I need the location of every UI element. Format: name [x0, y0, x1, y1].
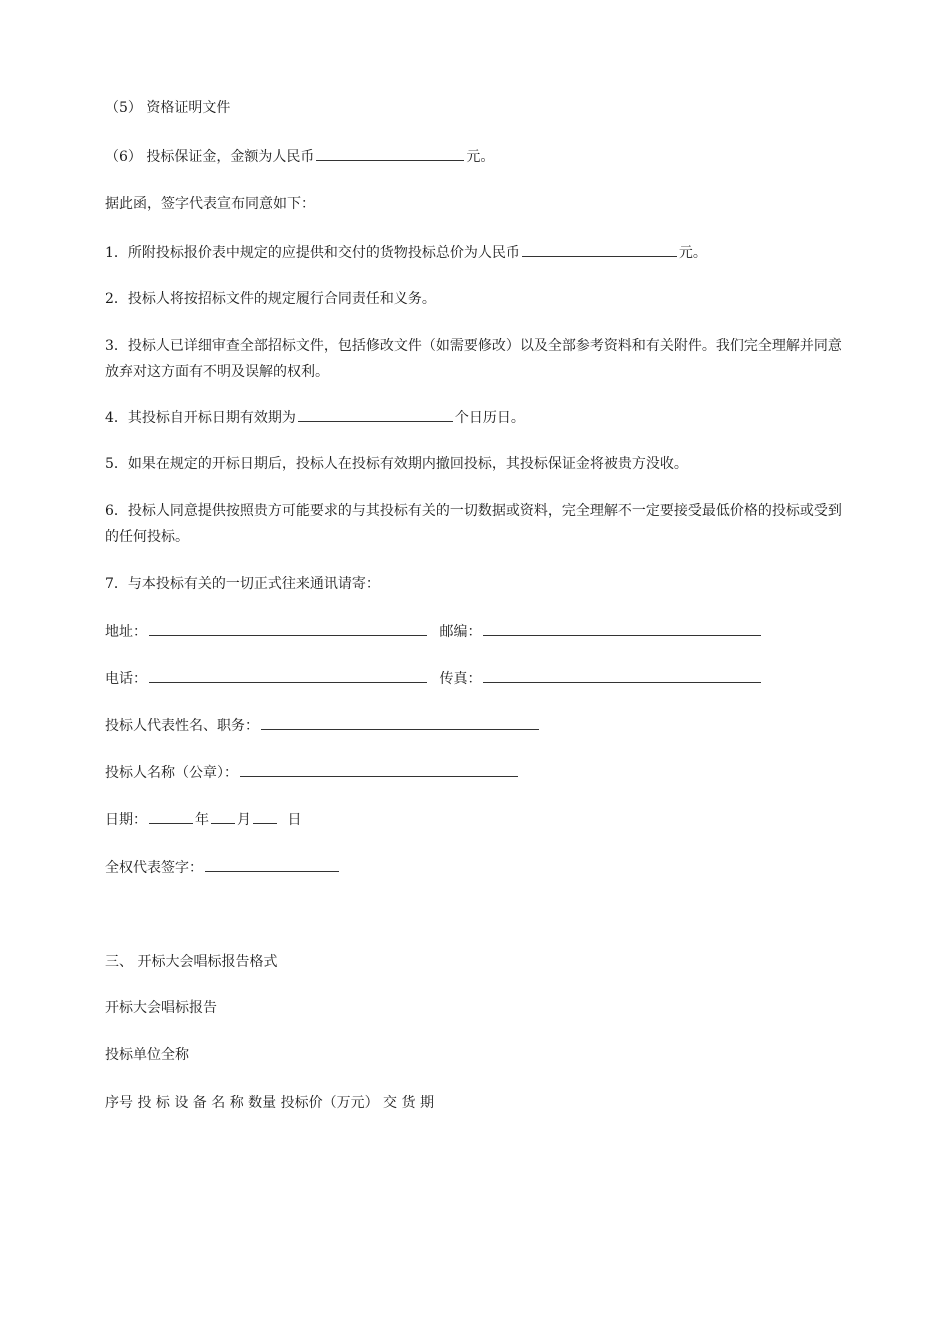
- date-row: [105, 809, 301, 830]
- total-price-blank[interactable]: [522, 242, 677, 257]
- clause-3: 3．投标人已详细审查全部招标文件，包括修改文件（如需要修改）以及全部参考资料和有关附件。我们完全理解并同意放弃对这方面有不明及误解的权利。: [105, 338, 842, 380]
- bidder-fullname-label: 投标单位全称: [105, 1047, 189, 1063]
- clause-2: 2．投标人将按招标文件的规定履行合同责任和义务。: [105, 291, 436, 307]
- address-label: 地址：: [105, 624, 147, 640]
- declaration-text: 据此函，签字代表宣布同意如下：: [105, 196, 315, 212]
- signature-blank[interactable]: [205, 857, 339, 872]
- phone-label: 电话：: [105, 671, 147, 687]
- bidder-name-blank[interactable]: [240, 762, 518, 777]
- clause-7: 7．与本投标有关的一切正式往来通讯请寄：: [105, 576, 380, 592]
- clause-1-text: 1．所附投标报价表中规定的应提供和交付的货物投标总价为人民币: [105, 245, 520, 261]
- date-label: 日期：: [105, 812, 147, 828]
- clause-1: [105, 242, 707, 263]
- section-3-heading: 三、 开标大会唱标报告格式: [105, 954, 278, 970]
- postcode-label: 邮编：: [439, 624, 482, 640]
- clause-5: 5．如果在规定的开标日期后，投标人在投标有效期内撤回投标，其投标保证金将被贵方没收。: [105, 456, 688, 472]
- signature-row: [105, 857, 341, 878]
- report-table-header: 序号 投 标 设 备 名 称 数量 投标价（万元） 交 货 期: [105, 1095, 434, 1111]
- bidder-name-label: 投标人名称（公章）：: [105, 765, 238, 781]
- item-bid-bond: [105, 146, 494, 167]
- year-label: 年: [195, 812, 209, 828]
- fax-label: 传真：: [439, 671, 482, 687]
- report-title: 开标大会唱标报告: [105, 1000, 217, 1016]
- bidder-name-row: [105, 762, 520, 783]
- phone-blank[interactable]: [149, 668, 427, 683]
- clause-4: [105, 407, 525, 428]
- clause-6: 6．投标人同意提供按照贵方可能要求的与其投标有关的一切数据或资料，完全理解不一定要接受最低价格的投标或受到的任何投标。: [105, 503, 842, 545]
- item-qualification-docs: （5） 资格证明文件: [105, 100, 231, 116]
- clause-4-text: 4．其投标自开标日期有效期为: [105, 410, 296, 426]
- clause-4-unit: 个日历日。: [454, 410, 525, 426]
- month-blank[interactable]: [211, 809, 235, 824]
- address-blank[interactable]: [149, 621, 427, 636]
- postcode-blank[interactable]: [483, 621, 761, 636]
- bid-bond-amount-blank[interactable]: [316, 146, 464, 161]
- phone-row: [105, 668, 763, 689]
- bid-bond-unit: 元。: [466, 149, 495, 165]
- signature-label: 全权代表签字：: [105, 860, 203, 876]
- representative-blank[interactable]: [261, 715, 539, 730]
- fax-blank[interactable]: [483, 668, 761, 683]
- day-label: 日: [287, 812, 302, 828]
- representative-row: [105, 715, 541, 736]
- year-blank[interactable]: [149, 809, 193, 824]
- day-blank[interactable]: [253, 809, 277, 824]
- representative-label: 投标人代表性名、职务：: [105, 718, 259, 734]
- address-row: [105, 621, 763, 642]
- clause-1-unit: 元。: [678, 245, 707, 261]
- bid-bond-text: （6） 投标保证金，金额为人民币: [105, 149, 315, 165]
- validity-days-blank[interactable]: [298, 407, 453, 422]
- month-label: 月: [237, 812, 251, 828]
